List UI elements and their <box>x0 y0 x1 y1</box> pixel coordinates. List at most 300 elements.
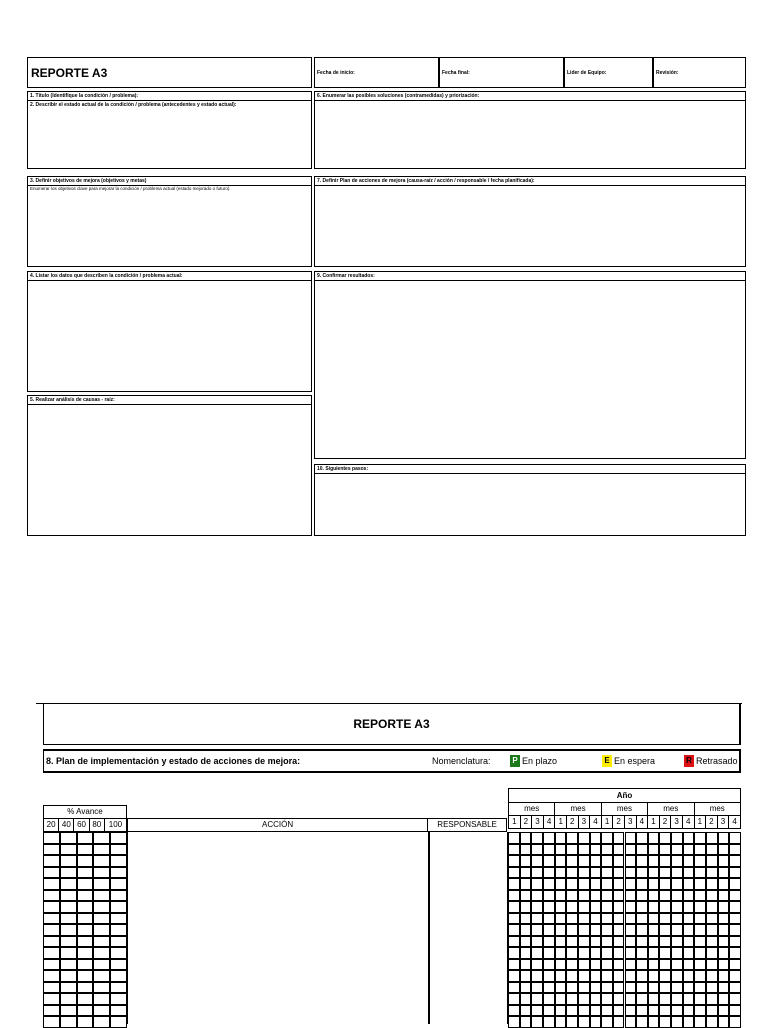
gantt-cell[interactable] <box>555 913 567 925</box>
avance-cell[interactable] <box>77 924 94 936</box>
avance-cell[interactable] <box>110 901 127 913</box>
gantt-cell[interactable] <box>578 1016 590 1028</box>
gantt-cell[interactable] <box>694 890 706 902</box>
gantt-cell[interactable] <box>706 832 718 844</box>
gantt-cell[interactable] <box>636 924 648 936</box>
avance-cell[interactable] <box>110 913 127 925</box>
gantt-cell[interactable] <box>648 936 660 948</box>
gantt-cell[interactable] <box>625 890 637 902</box>
gantt-cell[interactable] <box>694 936 706 948</box>
gantt-cell[interactable] <box>555 970 567 982</box>
gantt-cell[interactable] <box>636 947 648 959</box>
gantt-cell[interactable] <box>636 1016 648 1028</box>
gantt-cell[interactable] <box>671 1005 683 1017</box>
gantt-cell[interactable] <box>671 901 683 913</box>
gantt-cell[interactable] <box>531 832 543 844</box>
gantt-cell[interactable] <box>718 878 730 890</box>
gantt-cell[interactable] <box>531 867 543 879</box>
avance-cell[interactable] <box>93 832 110 844</box>
gantt-cell[interactable] <box>648 959 660 971</box>
gantt-cell[interactable] <box>555 924 567 936</box>
gantt-cell[interactable] <box>520 982 532 994</box>
gantt-cell[interactable] <box>613 855 625 867</box>
avance-cell[interactable] <box>60 982 77 994</box>
avance-cell[interactable] <box>60 913 77 925</box>
gantt-cell[interactable] <box>671 844 683 856</box>
gantt-cell[interactable] <box>636 993 648 1005</box>
avance-cell[interactable] <box>93 959 110 971</box>
gantt-cell[interactable] <box>648 901 660 913</box>
gantt-cell[interactable] <box>718 844 730 856</box>
gantt-cell[interactable] <box>659 867 671 879</box>
avance-cell[interactable] <box>93 890 110 902</box>
gantt-cell[interactable] <box>531 993 543 1005</box>
gantt-cell[interactable] <box>555 982 567 994</box>
gantt-cell[interactable] <box>648 1016 660 1028</box>
gantt-cell[interactable] <box>590 1005 602 1017</box>
gantt-cell[interactable] <box>531 1005 543 1017</box>
gantt-cell[interactable] <box>613 982 625 994</box>
gantt-cell[interactable] <box>659 970 671 982</box>
gantt-cell[interactable] <box>706 936 718 948</box>
gantt-cell[interactable] <box>508 901 520 913</box>
gantt-cell[interactable] <box>520 844 532 856</box>
gantt-cell[interactable] <box>694 855 706 867</box>
gantt-cell[interactable] <box>694 982 706 994</box>
gantt-cell[interactable] <box>625 855 637 867</box>
gantt-cell[interactable] <box>578 924 590 936</box>
gantt-cell[interactable] <box>555 947 567 959</box>
gantt-cell[interactable] <box>590 878 602 890</box>
avance-cell[interactable] <box>93 947 110 959</box>
gantt-cell[interactable] <box>718 855 730 867</box>
gantt-cell[interactable] <box>590 993 602 1005</box>
gantt-cell[interactable] <box>659 844 671 856</box>
gantt-cell[interactable] <box>555 1016 567 1028</box>
gantt-cell[interactable] <box>683 832 695 844</box>
gantt-cell[interactable] <box>683 924 695 936</box>
gantt-cell[interactable] <box>648 924 660 936</box>
gantt-cell[interactable] <box>683 913 695 925</box>
avance-cell[interactable] <box>43 947 60 959</box>
gantt-cell[interactable] <box>625 832 637 844</box>
gantt-cell[interactable] <box>555 890 567 902</box>
gantt-cell[interactable] <box>590 947 602 959</box>
gantt-cell[interactable] <box>601 1005 613 1017</box>
gantt-cell[interactable] <box>566 913 578 925</box>
gantt-cell[interactable] <box>590 936 602 948</box>
avance-cell[interactable] <box>43 924 60 936</box>
gantt-cell[interactable] <box>508 890 520 902</box>
gantt-cell[interactable] <box>543 1016 555 1028</box>
gantt-cell[interactable] <box>590 855 602 867</box>
avance-cell[interactable] <box>93 993 110 1005</box>
section-5-box[interactable] <box>27 395 312 536</box>
gantt-cell[interactable] <box>648 913 660 925</box>
avance-cell[interactable] <box>43 982 60 994</box>
gantt-cell[interactable] <box>508 832 520 844</box>
gantt-cell[interactable] <box>520 890 532 902</box>
avance-cell[interactable] <box>60 947 77 959</box>
gantt-cell[interactable] <box>636 1005 648 1017</box>
avance-cell[interactable] <box>60 890 77 902</box>
avance-cell[interactable] <box>110 993 127 1005</box>
end-date-field[interactable]: Fecha final: <box>439 57 564 88</box>
avance-cell[interactable] <box>43 970 60 982</box>
gantt-cell[interactable] <box>531 936 543 948</box>
gantt-cell[interactable] <box>613 970 625 982</box>
gantt-cell[interactable] <box>555 844 567 856</box>
gantt-cell[interactable] <box>578 878 590 890</box>
gantt-cell[interactable] <box>625 1005 637 1017</box>
gantt-cell[interactable] <box>543 982 555 994</box>
gantt-cell[interactable] <box>555 993 567 1005</box>
gantt-cell[interactable] <box>694 878 706 890</box>
gantt-cell[interactable] <box>613 947 625 959</box>
gantt-cell[interactable] <box>543 1005 555 1017</box>
gantt-cell[interactable] <box>671 890 683 902</box>
gantt-cell[interactable] <box>706 844 718 856</box>
gantt-cell[interactable] <box>625 1016 637 1028</box>
gantt-cell[interactable] <box>566 924 578 936</box>
section-9-box[interactable] <box>314 271 746 459</box>
avance-cell[interactable] <box>43 890 60 902</box>
gantt-cell[interactable] <box>729 901 741 913</box>
gantt-cell[interactable] <box>555 1005 567 1017</box>
gantt-cell[interactable] <box>531 1016 543 1028</box>
avance-cell[interactable] <box>93 844 110 856</box>
gantt-cell[interactable] <box>718 993 730 1005</box>
avance-cell[interactable] <box>77 982 94 994</box>
gantt-cell[interactable] <box>671 947 683 959</box>
gantt-cell[interactable] <box>636 890 648 902</box>
gantt-cell[interactable] <box>718 890 730 902</box>
gantt-cell[interactable] <box>694 993 706 1005</box>
gantt-cell[interactable] <box>625 982 637 994</box>
gantt-cell[interactable] <box>706 982 718 994</box>
gantt-cell[interactable] <box>613 959 625 971</box>
gantt-cell[interactable] <box>543 867 555 879</box>
gantt-cell[interactable] <box>531 844 543 856</box>
gantt-cell[interactable] <box>543 970 555 982</box>
gantt-cell[interactable] <box>613 924 625 936</box>
gantt-cell[interactable] <box>520 947 532 959</box>
avance-cell[interactable] <box>110 855 127 867</box>
gantt-cell[interactable] <box>531 901 543 913</box>
gantt-cell[interactable] <box>659 993 671 1005</box>
gantt-cell[interactable] <box>578 901 590 913</box>
gantt-cell[interactable] <box>508 936 520 948</box>
gantt-cell[interactable] <box>555 832 567 844</box>
gantt-cell[interactable] <box>531 982 543 994</box>
avance-cell[interactable] <box>110 890 127 902</box>
gantt-cell[interactable] <box>729 890 741 902</box>
gantt-cell[interactable] <box>590 982 602 994</box>
gantt-cell[interactable] <box>671 924 683 936</box>
gantt-cell[interactable] <box>590 913 602 925</box>
responsable-column[interactable] <box>429 832 508 1024</box>
gantt-cell[interactable] <box>625 970 637 982</box>
gantt-cell[interactable] <box>613 1005 625 1017</box>
gantt-cell[interactable] <box>590 867 602 879</box>
gantt-cell[interactable] <box>706 878 718 890</box>
gantt-cell[interactable] <box>601 867 613 879</box>
avance-cell[interactable] <box>77 901 94 913</box>
gantt-cell[interactable] <box>555 878 567 890</box>
gantt-cell[interactable] <box>543 878 555 890</box>
gantt-cell[interactable] <box>706 855 718 867</box>
avance-cell[interactable] <box>93 913 110 925</box>
gantt-cell[interactable] <box>718 936 730 948</box>
gantt-cell[interactable] <box>706 901 718 913</box>
gantt-cell[interactable] <box>613 1016 625 1028</box>
gantt-cell[interactable] <box>659 913 671 925</box>
gantt-cell[interactable] <box>659 936 671 948</box>
gantt-cell[interactable] <box>718 913 730 925</box>
gantt-cell[interactable] <box>694 1005 706 1017</box>
gantt-cell[interactable] <box>683 982 695 994</box>
gantt-cell[interactable] <box>683 993 695 1005</box>
gantt-cell[interactable] <box>601 924 613 936</box>
gantt-cell[interactable] <box>625 924 637 936</box>
avance-cell[interactable] <box>93 970 110 982</box>
gantt-cell[interactable] <box>625 959 637 971</box>
avance-cell[interactable] <box>110 936 127 948</box>
avance-cell[interactable] <box>93 1016 110 1028</box>
gantt-cell[interactable] <box>718 924 730 936</box>
gantt-cell[interactable] <box>729 844 741 856</box>
avance-cell[interactable] <box>60 1005 77 1017</box>
gantt-cell[interactable] <box>578 959 590 971</box>
avance-cell[interactable] <box>60 959 77 971</box>
avance-cell[interactable] <box>60 901 77 913</box>
avance-cell[interactable] <box>93 878 110 890</box>
gantt-cell[interactable] <box>718 970 730 982</box>
gantt-cell[interactable] <box>601 855 613 867</box>
avance-cell[interactable] <box>110 844 127 856</box>
gantt-cell[interactable] <box>729 832 741 844</box>
gantt-cell[interactable] <box>543 947 555 959</box>
gantt-cell[interactable] <box>659 878 671 890</box>
avance-cell[interactable] <box>110 878 127 890</box>
gantt-cell[interactable] <box>543 924 555 936</box>
gantt-cell[interactable] <box>613 913 625 925</box>
gantt-cell[interactable] <box>659 947 671 959</box>
gantt-cell[interactable] <box>555 936 567 948</box>
gantt-cell[interactable] <box>694 947 706 959</box>
avance-cell[interactable] <box>110 982 127 994</box>
gantt-cell[interactable] <box>659 982 671 994</box>
avance-cell[interactable] <box>60 867 77 879</box>
gantt-cell[interactable] <box>508 993 520 1005</box>
gantt-cell[interactable] <box>566 867 578 879</box>
gantt-cell[interactable] <box>671 993 683 1005</box>
gantt-cell[interactable] <box>543 832 555 844</box>
section-10-box[interactable] <box>314 464 746 536</box>
gantt-cell[interactable] <box>671 855 683 867</box>
avance-cell[interactable] <box>60 993 77 1005</box>
gantt-cell[interactable] <box>625 993 637 1005</box>
gantt-cell[interactable] <box>555 901 567 913</box>
gantt-cell[interactable] <box>706 890 718 902</box>
gantt-cell[interactable] <box>543 844 555 856</box>
avance-cell[interactable] <box>77 1016 94 1028</box>
gantt-cell[interactable] <box>531 890 543 902</box>
gantt-cell[interactable] <box>508 867 520 879</box>
gantt-cell[interactable] <box>625 947 637 959</box>
gantt-cell[interactable] <box>648 947 660 959</box>
gantt-cell[interactable] <box>520 1005 532 1017</box>
gantt-cell[interactable] <box>601 993 613 1005</box>
avance-cell[interactable] <box>43 855 60 867</box>
section-6-box[interactable] <box>314 91 746 169</box>
gantt-cell[interactable] <box>694 913 706 925</box>
gantt-cell[interactable] <box>636 832 648 844</box>
gantt-cell[interactable] <box>578 844 590 856</box>
section-4-box[interactable] <box>27 271 312 392</box>
gantt-cell[interactable] <box>625 844 637 856</box>
gantt-cell[interactable] <box>520 901 532 913</box>
gantt-cell[interactable] <box>648 867 660 879</box>
gantt-cell[interactable] <box>683 970 695 982</box>
avance-cell[interactable] <box>110 1016 127 1028</box>
gantt-cell[interactable] <box>601 982 613 994</box>
gantt-cell[interactable] <box>659 890 671 902</box>
gantt-cell[interactable] <box>683 947 695 959</box>
gantt-cell[interactable] <box>566 855 578 867</box>
gantt-cell[interactable] <box>520 832 532 844</box>
gantt-cell[interactable] <box>706 970 718 982</box>
gantt-cell[interactable] <box>601 959 613 971</box>
gantt-cell[interactable] <box>671 832 683 844</box>
gantt-cell[interactable] <box>729 878 741 890</box>
gantt-cell[interactable] <box>671 913 683 925</box>
avance-cell[interactable] <box>43 867 60 879</box>
gantt-cell[interactable] <box>531 947 543 959</box>
avance-cell[interactable] <box>93 867 110 879</box>
avance-cell[interactable] <box>93 936 110 948</box>
gantt-cell[interactable] <box>601 901 613 913</box>
gantt-cell[interactable] <box>508 947 520 959</box>
avance-cell[interactable] <box>110 959 127 971</box>
avance-cell[interactable] <box>110 832 127 844</box>
gantt-cell[interactable] <box>706 959 718 971</box>
gantt-cell[interactable] <box>566 947 578 959</box>
gantt-cell[interactable] <box>706 993 718 1005</box>
gantt-cell[interactable] <box>648 982 660 994</box>
gantt-cell[interactable] <box>648 855 660 867</box>
gantt-cell[interactable] <box>566 878 578 890</box>
gantt-cell[interactable] <box>601 878 613 890</box>
avance-cell[interactable] <box>77 1005 94 1017</box>
avance-cell[interactable] <box>60 970 77 982</box>
gantt-cell[interactable] <box>508 878 520 890</box>
gantt-cell[interactable] <box>613 993 625 1005</box>
gantt-cell[interactable] <box>508 982 520 994</box>
gantt-cell[interactable] <box>508 1005 520 1017</box>
gantt-cell[interactable] <box>729 1016 741 1028</box>
gantt-cell[interactable] <box>578 947 590 959</box>
gantt-cell[interactable] <box>729 982 741 994</box>
gantt-cell[interactable] <box>543 901 555 913</box>
gantt-cell[interactable] <box>531 959 543 971</box>
gantt-cell[interactable] <box>508 1016 520 1028</box>
avance-cell[interactable] <box>43 832 60 844</box>
avance-cell[interactable] <box>60 936 77 948</box>
gantt-cell[interactable] <box>671 1016 683 1028</box>
gantt-cell[interactable] <box>520 867 532 879</box>
gantt-cell[interactable] <box>636 982 648 994</box>
accion-column[interactable] <box>127 832 429 1024</box>
gantt-cell[interactable] <box>636 959 648 971</box>
avance-cell[interactable] <box>93 924 110 936</box>
avance-cell[interactable] <box>77 993 94 1005</box>
gantt-cell[interactable] <box>694 867 706 879</box>
start-date-field[interactable]: Fecha de inicio: <box>314 57 439 88</box>
gantt-cell[interactable] <box>718 867 730 879</box>
gantt-cell[interactable] <box>625 901 637 913</box>
gantt-cell[interactable] <box>706 947 718 959</box>
avance-cell[interactable] <box>93 982 110 994</box>
gantt-cell[interactable] <box>520 993 532 1005</box>
gantt-cell[interactable] <box>566 832 578 844</box>
gantt-cell[interactable] <box>659 1005 671 1017</box>
gantt-cell[interactable] <box>706 867 718 879</box>
gantt-cell[interactable] <box>683 1005 695 1017</box>
gantt-cell[interactable] <box>613 936 625 948</box>
avance-cell[interactable] <box>77 959 94 971</box>
gantt-cell[interactable] <box>625 867 637 879</box>
gantt-cell[interactable] <box>520 936 532 948</box>
gantt-cell[interactable] <box>613 867 625 879</box>
avance-cell[interactable] <box>43 913 60 925</box>
gantt-cell[interactable] <box>659 1016 671 1028</box>
gantt-cell[interactable] <box>718 982 730 994</box>
gantt-cell[interactable] <box>636 901 648 913</box>
avance-cell[interactable] <box>43 1016 60 1028</box>
gantt-cell[interactable] <box>520 959 532 971</box>
gantt-cell[interactable] <box>578 855 590 867</box>
avance-cell[interactable] <box>77 890 94 902</box>
gantt-cell[interactable] <box>543 855 555 867</box>
gantt-cell[interactable] <box>601 947 613 959</box>
gantt-cell[interactable] <box>590 959 602 971</box>
revision-field[interactable]: Revisión: <box>653 57 746 88</box>
gantt-cell[interactable] <box>566 844 578 856</box>
gantt-cell[interactable] <box>648 970 660 982</box>
gantt-cell[interactable] <box>520 970 532 982</box>
gantt-cell[interactable] <box>508 913 520 925</box>
gantt-cell[interactable] <box>520 913 532 925</box>
gantt-cell[interactable] <box>613 878 625 890</box>
avance-cell[interactable] <box>77 832 94 844</box>
gantt-cell[interactable] <box>625 936 637 948</box>
gantt-cell[interactable] <box>566 901 578 913</box>
gantt-cell[interactable] <box>508 959 520 971</box>
gantt-cell[interactable] <box>729 947 741 959</box>
avance-cell[interactable] <box>77 936 94 948</box>
team-leader-field[interactable]: Lider de Equipo: <box>564 57 653 88</box>
gantt-cell[interactable] <box>683 936 695 948</box>
gantt-cell[interactable] <box>555 855 567 867</box>
avance-cell[interactable] <box>60 1016 77 1028</box>
gantt-cell[interactable] <box>729 855 741 867</box>
gantt-cell[interactable] <box>683 959 695 971</box>
gantt-cell[interactable] <box>578 970 590 982</box>
gantt-cell[interactable] <box>508 855 520 867</box>
gantt-cell[interactable] <box>671 982 683 994</box>
gantt-cell[interactable] <box>718 947 730 959</box>
